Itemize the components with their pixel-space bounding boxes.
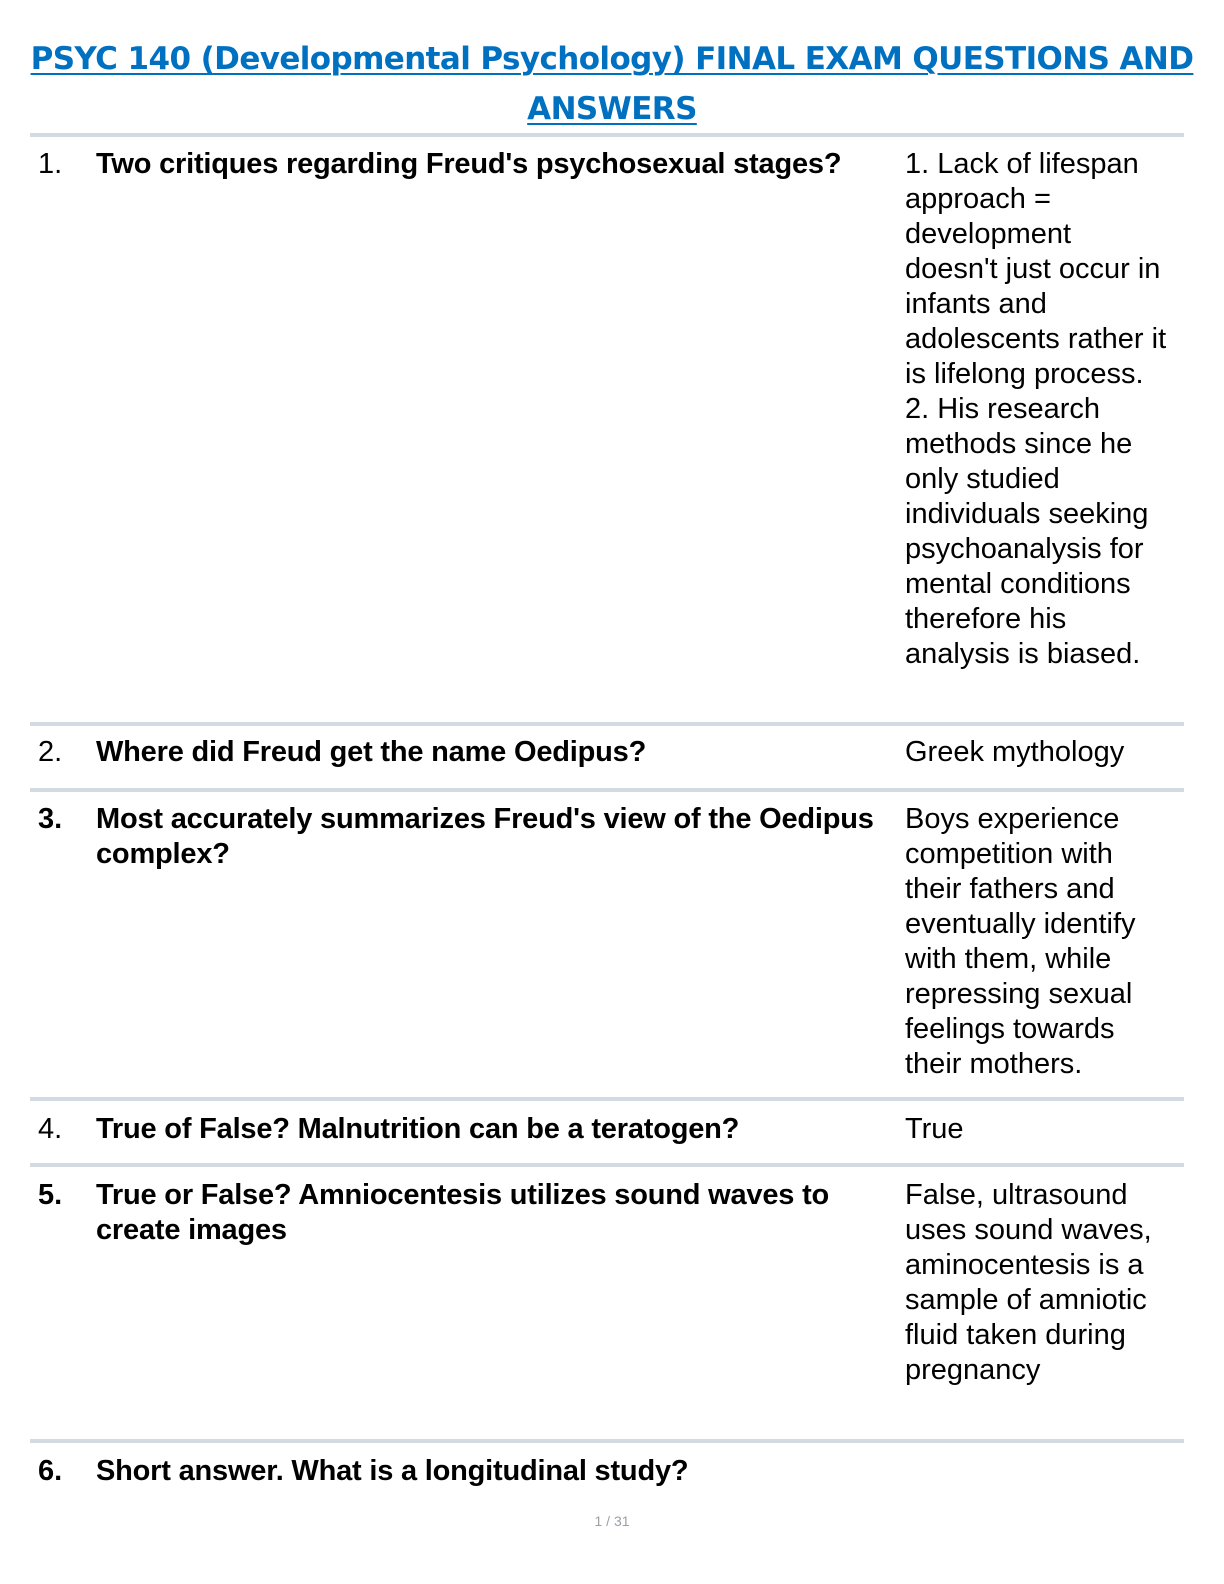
question-text: True of False? Malnutrition can be a teratogen? — [96, 1113, 740, 1145]
divider — [30, 1097, 1184, 1101]
question-number: 1. — [38, 148, 63, 180]
divider — [30, 788, 1184, 792]
divider — [30, 1163, 1184, 1167]
divider — [30, 133, 1184, 137]
question-text: True or False? Amniocentesis utilizes sound waves to create images — [96, 1179, 830, 1246]
question-number: 3. — [38, 803, 63, 835]
divider — [30, 1439, 1184, 1443]
question-text: Most accurately summarizes Freud's view of the Oedipus complex? — [96, 803, 874, 870]
answer-text — [905, 147, 1170, 672]
question-number: 4. — [38, 1113, 63, 1145]
divider — [30, 722, 1184, 726]
question-text: Short answer. What is a longitudinal study? — [96, 1455, 689, 1487]
question-number: 5. — [38, 1179, 63, 1211]
question-number: 2. — [38, 736, 63, 768]
question-number: 6. — [38, 1455, 63, 1487]
answer-text: Boys experience competition with their fathers and eventually identify with them, while repressing sexual feelings towards their mothers. — [905, 803, 1136, 1080]
answer-line: 2. His research methods since he only studied individuals seeking psychoanalysis for mental conditions therefore his analysis is biased. — [905, 393, 1149, 670]
answer-text: False, ultrasound uses sound waves, aminocentesis is a sample of amniotic fluid taken during pregnancy — [905, 1179, 1152, 1386]
page-number: 1 / 31 — [594, 1513, 630, 1529]
document-title: PSYC 140 (Developmental Psychology) FINAL EXAM QUESTIONS AND ANSWERS — [30, 41, 1194, 127]
answer-text: Greek mythology — [905, 736, 1125, 768]
question-text: Two critiques regarding Freud's psychosexual stages? — [96, 148, 842, 180]
answer-line: 1. Lack of lifespan approach = development doesn't just occur in infants and adolescents rather it is lifelong process. — [905, 148, 1167, 390]
question-text: Where did Freud get the name Oedipus? — [96, 736, 647, 768]
answer-text: True — [905, 1113, 964, 1145]
